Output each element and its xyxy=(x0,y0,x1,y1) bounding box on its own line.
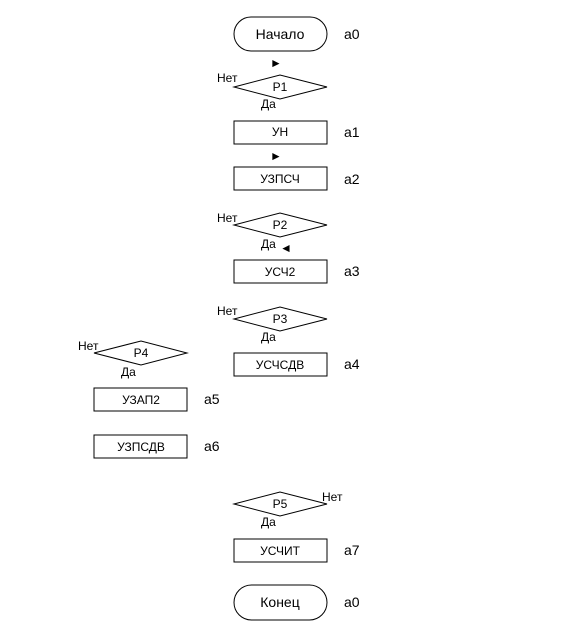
operator-a2-label: УЗПСЧ xyxy=(260,172,300,186)
end-mark: a0 xyxy=(344,594,360,610)
condition-p1-no: Нет xyxy=(217,71,238,85)
operator-a5-label: УЗАП2 xyxy=(122,393,160,407)
operator-a5 xyxy=(94,388,187,411)
operator-a6-mark: a6 xyxy=(204,438,220,454)
operator-a3-mark: a3 xyxy=(344,263,360,279)
operator-a7-mark: a7 xyxy=(344,542,360,558)
end-label: Конец xyxy=(260,594,300,610)
condition-p1 xyxy=(234,75,327,99)
arrow-left-icon: ◄ xyxy=(280,241,292,255)
start-label: Начало xyxy=(255,26,305,42)
operator-a7-label: УСЧИТ xyxy=(260,544,300,558)
operator-a1 xyxy=(234,121,327,144)
condition-p2-yes: Да xyxy=(261,237,276,251)
condition-p4-no: Нет xyxy=(78,339,99,353)
condition-p3-yes: Да xyxy=(261,330,276,344)
condition-p5-yes: Да xyxy=(261,515,276,529)
condition-p2-label: P2 xyxy=(272,218,288,232)
condition-p3 xyxy=(234,307,327,331)
start-terminal xyxy=(234,17,327,51)
condition-p2-no: Нет xyxy=(217,211,238,225)
condition-p2 xyxy=(234,213,327,237)
end-terminal xyxy=(234,585,327,620)
condition-p3-label: P3 xyxy=(272,312,288,326)
condition-p5-no: Нет xyxy=(322,490,343,504)
operator-a1-label: УН xyxy=(271,125,289,139)
operator-a4-label: УСЧСДВ xyxy=(255,358,305,372)
operator-a6-label: УЗПСДВ xyxy=(117,440,165,454)
condition-p4 xyxy=(94,341,187,365)
arrow-right-icon: ► xyxy=(270,149,282,163)
condition-p5-label: P5 xyxy=(272,497,288,511)
operator-a3-label: УСЧ2 xyxy=(264,265,296,279)
operator-a1-mark: a1 xyxy=(344,124,360,140)
operator-a5-mark: a5 xyxy=(204,391,220,407)
operator-a3 xyxy=(234,260,327,283)
condition-p5 xyxy=(234,492,327,516)
operator-a7 xyxy=(234,539,327,562)
operator-a4 xyxy=(234,353,327,376)
operator-a4-mark: a4 xyxy=(344,356,360,372)
operator-a6 xyxy=(94,435,187,458)
operator-a2 xyxy=(234,167,327,190)
operator-a2-mark: a2 xyxy=(344,171,360,187)
condition-p1-yes: Да xyxy=(261,97,276,111)
arrow-right-icon: ► xyxy=(270,56,282,70)
condition-p4-label: P4 xyxy=(133,346,149,360)
condition-p3-no: Нет xyxy=(217,304,238,318)
condition-p1-label: P1 xyxy=(272,80,288,94)
start-mark: a0 xyxy=(344,26,360,42)
condition-p4-yes: Да xyxy=(121,365,136,379)
